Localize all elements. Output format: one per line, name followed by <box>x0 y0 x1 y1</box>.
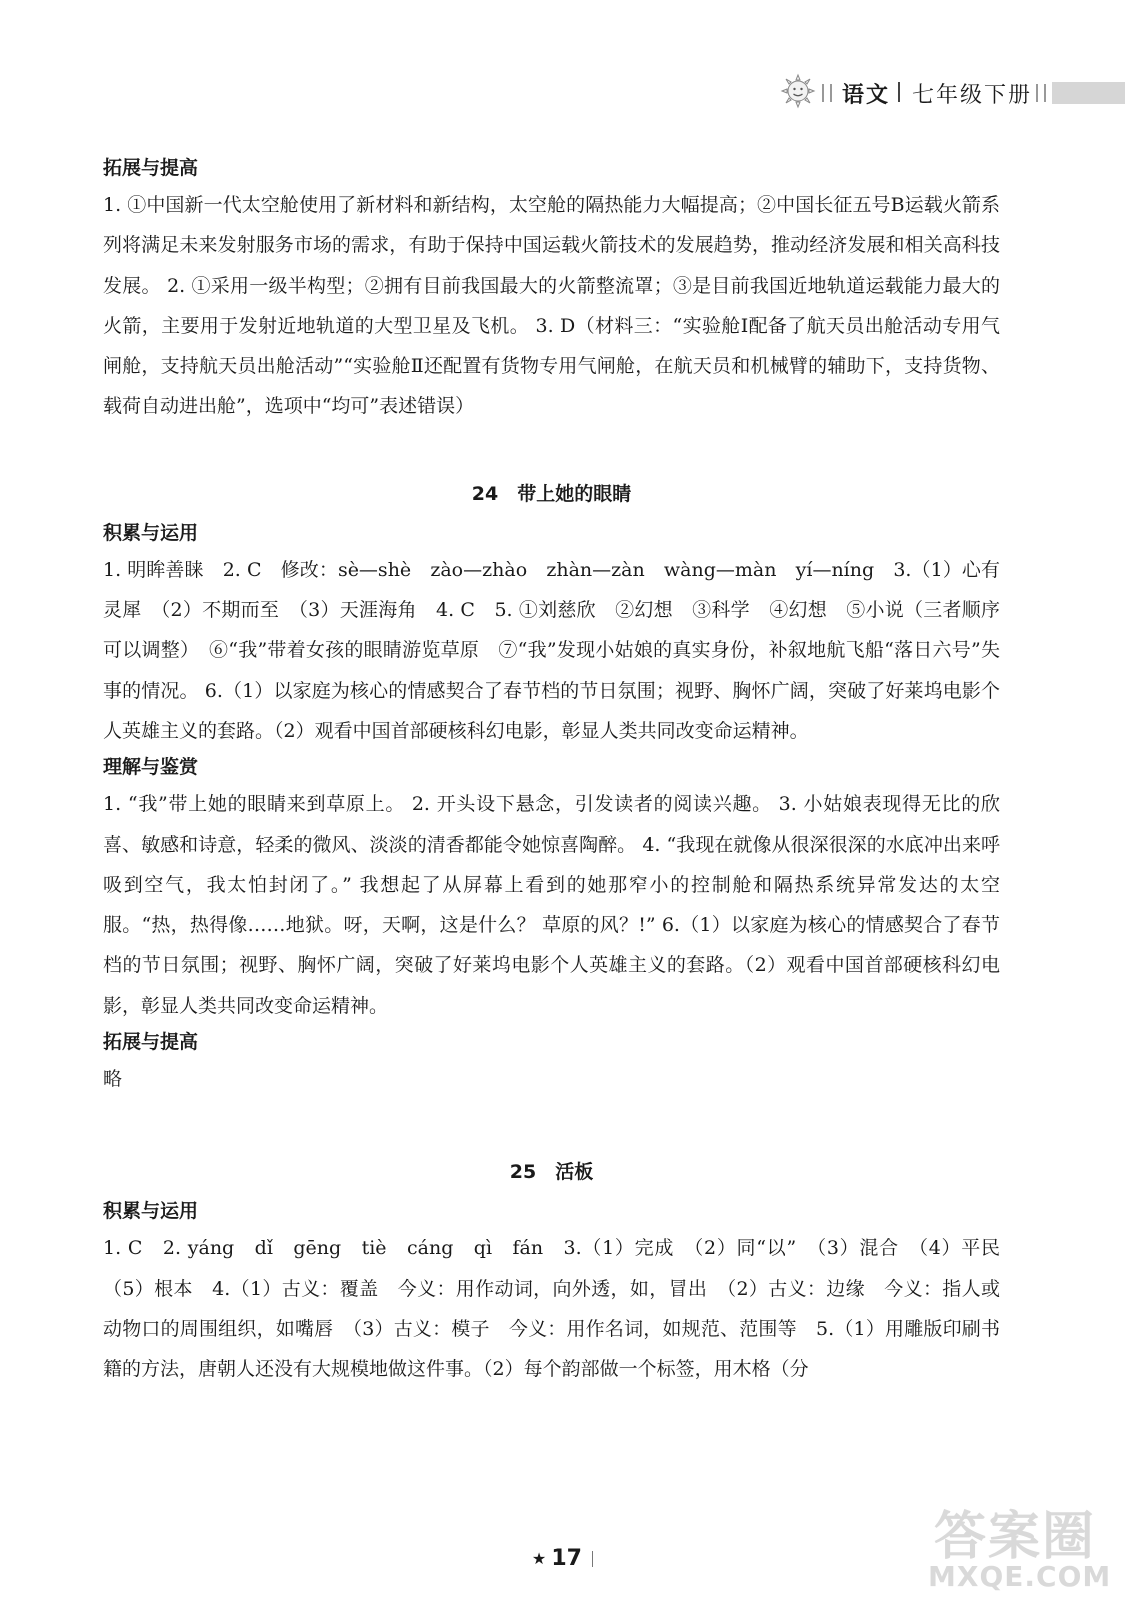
answer-paragraph: 1. C 2. yáng dǐ gēng tiè cáng qì fán 3.（1）完成 （2）同“以” （3）混合 （4）平民 （5）根本 4.（1）古义：覆盖 今义：用作动词，向外透，如，冒出 （2）古义：边缘 今义：指人或动物口的周围组织，如嘴唇 （3）古义：模子 今义：用作名词，如规范、范围等 5.（1）用雕版印刷书籍的方法，唐朝人还没有大规模地做这件事。（2）每个韵部做一个标签，用木格（分 <box>103 1237 1020 1381</box>
header-separator <box>898 82 900 102</box>
grade-label: 七年级下册 <box>912 83 1033 108</box>
chapter-title: 25 活板 <box>509 1161 594 1184</box>
header-divider <box>1036 84 1046 102</box>
running-header <box>760 68 1125 116</box>
section-heading: 理解与鉴赏 <box>103 756 199 779</box>
footer-tick <box>592 1551 593 1567</box>
section-heading: 积累与运用 <box>103 1200 199 1223</box>
watermark-url: MXQE.COM <box>928 1560 1112 1593</box>
answer-paragraph: 略 <box>103 1068 123 1091</box>
section-heading: 积累与运用 <box>103 521 199 544</box>
subject-label: 语文 <box>842 82 891 108</box>
answer-paragraph: 1. “我”带上她的眼睛来到草原上。 2. 开头设下悬念，引发读者的阅读兴趣。 3. 小姑娘表现得无比的欣喜、敏感和诗意，轻柔的微风、淡淡的清香都能令她惊喜陶醉。 4. “我现在就像从很深很深的水底冲出来呼吸到空气，我太怕封闭了。” 我想起了从屏幕上看到的她那窄小的控制舱和隔热系统异常发达的太空服。“热，热得像……地狱。呀，天啊，这是什么？ 草原的风？!” 6.（1）以家庭为核心的情感契合了春节档的节日氛围；视野、胸怀广阔，突破了好莱坞电影个人英雄主义的套路。（2）观看中国首部硬核科幻电影，彰显人类共同改变命运精神。 <box>103 793 1000 1017</box>
answer-paragraph: 1. ①中国新一代太空舱使用了新材料和新结构，太空舱的隔热能力大幅提高；②中国长征五号B运载火箭系列将满足未来发射服务市场的需求，有助于保持中国运载火箭技术的发展趋势，推动经济发展和相关高科技发展。 2. ①采用一级半构型；②拥有目前我国最大的火箭整流罩；③是目前我国近地轨道运载能力最大的火箭，主要用于发射近地轨道的大型卫星及飞机。 3. D（材料三：“实验舱Ⅰ配备了航天员出舱活动专用气闸舱，支持航天员出舱活动”“实验舱Ⅱ还配置有货物专用气闸舱，在航天员和机械臂的辅助下，支持货物、载荷自动进出舱”，选项中“均可”表述错误） <box>103 194 1000 418</box>
watermark-logo: 答案圈 <box>934 1507 1097 1567</box>
section-heading: 拓展与提高 <box>103 1031 199 1054</box>
answer-paragraph: 1. 明眸善睐 2. C 修改：sè—shè zào—zhào zhàn—zàn wàng—màn yí—níng 3.（1）心有灵犀 （2）不期而至 （3）天涯海角 4. C 5. ①刘慈欣 ②幻想 ③科学 ④幻想 ⑤小说（三者顺序可以调整） ⑥“我”带着女孩的眼睛游览草原 ⑦“我”发现小姑娘的真实身份，补叙地航飞船“落日六号”失事的情况。 6.（1）以家庭为核心的情感契合了春节档的节日氛围；视野、胸怀广阔，突破了好莱坞电影个人英雄主义的套路。（2）观看中国首部硬核科幻电影，彰显人类共同改变命运精神。 <box>103 558 1000 742</box>
chapter-title: 24 带上她的眼睛 <box>471 482 632 505</box>
page-number: 17 <box>551 1546 582 1571</box>
watermark <box>920 1490 1120 1600</box>
sun-mascot-icon <box>780 73 816 109</box>
header-divider <box>822 84 832 102</box>
answer-content <box>103 152 1020 1390</box>
section-heading: 拓展与提高 <box>103 157 199 179</box>
star-icon: ★ <box>531 1549 547 1568</box>
header-grey-band <box>1052 82 1125 104</box>
